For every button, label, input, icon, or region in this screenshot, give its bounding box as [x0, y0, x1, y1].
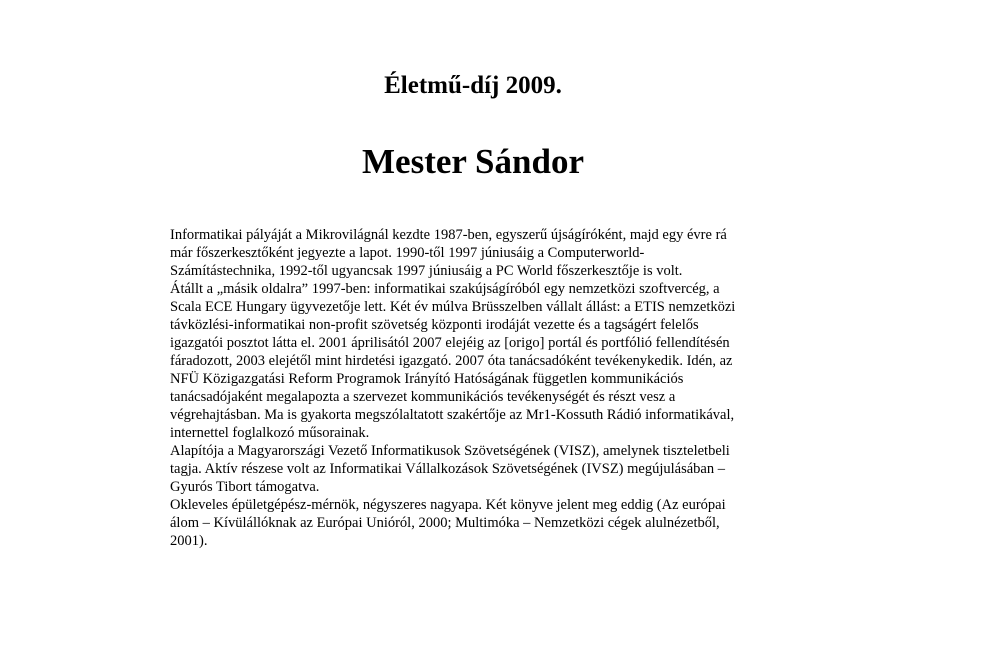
bio-line: fáradozott, 2003 elejétől mint hirdetési igazgató. 2007 óta tanácsadóként tevékenykedik. Idén, az	[170, 353, 733, 369]
bio-line: Alapítója a Magyarországi Vezető Informatikusok Szövetségének (VISZ), amelynek tiszteletbeli	[170, 443, 730, 459]
bio-line: NFÜ Közigazgatási Reform Programok Irányító Hatóságának független kommunikációs	[170, 371, 684, 387]
bio-line: Informatikai pályáját a Mikrovilágnál kezdte 1987-ben, egyszerű újságíróként, majd egy évre rá	[170, 227, 727, 243]
bio-line: távközlési-informatikai non-profit szövetség központi irodáját vezette és a tagságért felelős	[170, 317, 699, 333]
biography-text	[170, 226, 810, 550]
bio-line: Scala ECE Hungary ügyvezetője lett. Két év múlva Brüsszelben vállalt állást: a ETIS nemzetközi	[170, 299, 736, 315]
bio-line: Okleveles épületgépész-mérnök, négyszeres nagyapa. Két könyve jelent meg eddig (Az európai	[170, 497, 726, 513]
bio-line: már főszerkesztőként jegyezte a lapot. 1990-től 1997 júniusáig a Computerworld-	[170, 245, 645, 261]
bio-line: Gyurós Tibort támogatva.	[170, 479, 320, 495]
bio-line: álom – Kívülállóknak az Európai Unióról, 2000; Multimóka – Nemzetközi cégek alulnézetből,	[170, 515, 720, 531]
award-title: Életmű-díj 2009.	[384, 72, 562, 99]
bio-line: 2001).	[170, 533, 208, 549]
bio-line: végrehajtásban. Ma is gyakorta megszólaltatott szakértője az Mr1-Kossuth Rádió informatikával,	[170, 407, 735, 423]
bio-line: tanácsadójaként megalapozta a szervezet kommunikációs tevékenységét és részt vesz a	[170, 389, 676, 405]
bio-line: igazgatói posztot látta el. 2001 áprilisától 2007 elejéig az [origo] portál és portfólió fellendítésén	[170, 335, 730, 351]
bio-line: internettel foglalkozó műsorainak.	[170, 425, 370, 441]
bio-line: Számítástechnika, 1992-től ugyancsak 1997 júniusáig a PC World főszerkesztője is volt.	[170, 263, 683, 279]
bio-line: Átállt a „másik oldalra” 1997-ben: informatikai szakújságíróból egy nemzetközi szoftvercég, a	[170, 281, 720, 297]
person-name: Mester Sándor	[362, 142, 584, 181]
bio-line: tagja. Aktív részese volt az Informatikai Vállalkozások Szövetségének (IVSZ) megújulásában –	[170, 461, 725, 477]
